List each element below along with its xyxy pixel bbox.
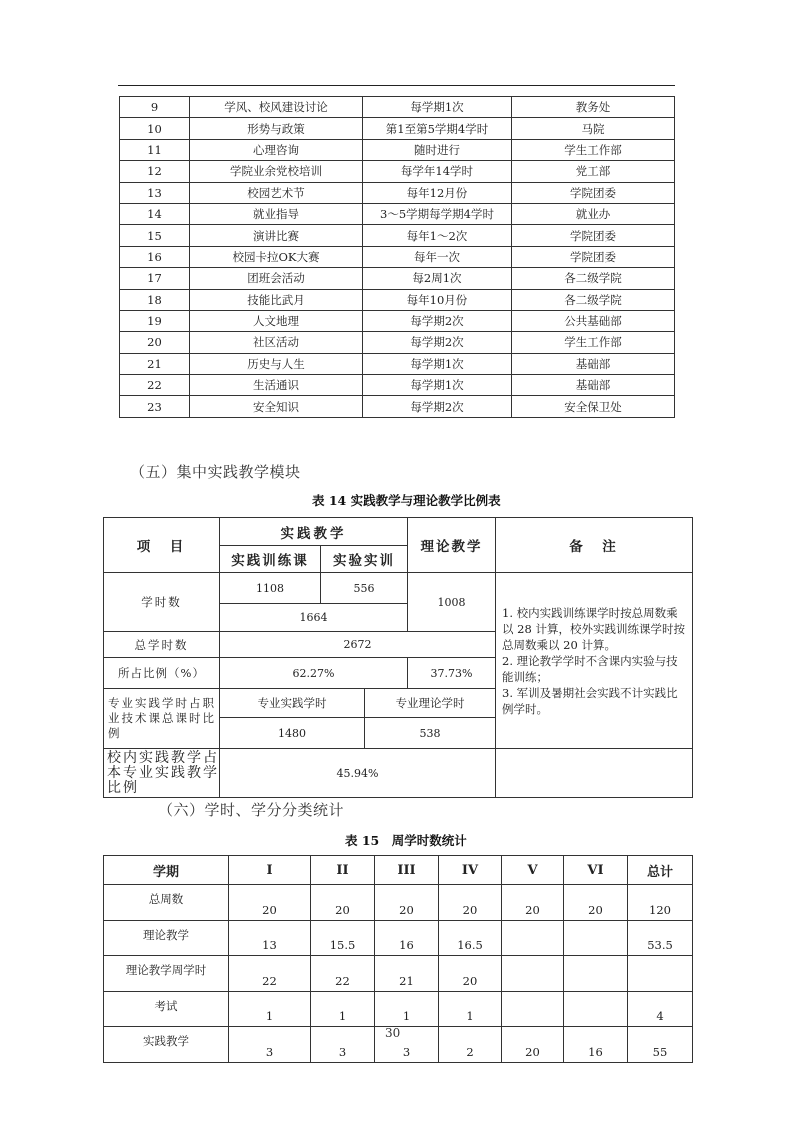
header-item: 项 目 (104, 518, 220, 573)
activity-schedule: 第1至第5学期4学时 (363, 118, 512, 139)
activity-no: 22 (120, 375, 190, 396)
row-value: 16 (564, 1027, 628, 1063)
row-value: 20 (564, 885, 628, 921)
weekly-hours-row (104, 885, 693, 921)
activity-row (120, 182, 675, 203)
activity-row (120, 246, 675, 267)
activity-no: 19 (120, 310, 190, 331)
activities-table (119, 96, 675, 418)
row-value (564, 956, 628, 992)
activity-schedule: 每学期1次 (363, 375, 512, 396)
activity-no: 11 (120, 139, 190, 160)
remark-2: 2. 理论教学学时不含课内实验与技能训练； (502, 653, 678, 684)
semester-header: II (311, 856, 375, 885)
activity-no: 10 (120, 118, 190, 139)
semester-header: III (375, 856, 439, 885)
activity-schedule: 每学期2次 (363, 332, 512, 353)
activity-no: 20 (120, 332, 190, 353)
activity-schedule: 每学期1次 (363, 97, 512, 118)
activity-name: 历史与人生 (190, 353, 363, 374)
activity-schedule: 随时进行 (363, 139, 512, 160)
activity-row (120, 139, 675, 160)
activity-dept: 基础部 (512, 375, 675, 396)
header-theory: 理论教学 (408, 518, 496, 573)
row-value: 1 (439, 991, 502, 1027)
row-label: 总周数 (104, 885, 229, 921)
activity-row (120, 375, 675, 396)
row-value (628, 956, 693, 992)
row-value: 22 (311, 956, 375, 992)
semester-header: 学期 (104, 856, 229, 885)
activity-dept: 教务处 (512, 97, 675, 118)
row-value: 20 (229, 885, 311, 921)
row-value: 53.5 (628, 920, 693, 956)
activity-row (120, 332, 675, 353)
row-value (502, 991, 564, 1027)
row-label: 实践教学 (104, 1027, 229, 1063)
row-value: 3 (311, 1027, 375, 1063)
weekly-hours-header-row (104, 856, 693, 885)
activity-name: 社区活动 (190, 332, 363, 353)
row-value: 20 (439, 956, 502, 992)
activity-no: 12 (120, 161, 190, 182)
activity-name: 学风、校风建设讨论 (190, 97, 363, 118)
row-value: 16 (375, 920, 439, 956)
section-heading-6: （六）学时、学分分类统计 (158, 801, 345, 819)
activity-row (120, 118, 675, 139)
row-value: 16.5 (439, 920, 502, 956)
ratio-practice: 62.27% (220, 658, 408, 689)
activity-no: 21 (120, 353, 190, 374)
hours-training: 1108 (220, 573, 321, 604)
activity-row (120, 225, 675, 246)
row-value: 20 (502, 885, 564, 921)
remarks-cell (496, 573, 693, 749)
semester-header: 总计 (628, 856, 693, 885)
semester-header: VI (564, 856, 628, 885)
activity-no: 13 (120, 182, 190, 203)
activity-no: 16 (120, 246, 190, 267)
total-hours-value: 2672 (220, 632, 496, 658)
row-value: 22 (229, 956, 311, 992)
activity-no: 23 (120, 396, 190, 417)
hours-label: 学时数 (104, 573, 220, 632)
row-value: 21 (375, 956, 439, 992)
table-15-caption: 表 15 周学时数统计 (345, 833, 467, 848)
activity-schedule: 每年10月份 (363, 289, 512, 310)
header-practice-training: 实践训练课 (220, 546, 321, 573)
header-experiment: 实验实训 (321, 546, 408, 573)
activity-name: 学院业余党校培训 (190, 161, 363, 182)
semester-header: IV (439, 856, 502, 885)
weekly-hours-row (104, 991, 693, 1027)
row-value: 3 (375, 1027, 439, 1063)
ratio-theory: 37.73% (408, 658, 496, 689)
activity-row (120, 203, 675, 224)
header-practice: 实践教学 (220, 518, 408, 546)
activity-no: 17 (120, 268, 190, 289)
activity-row (120, 396, 675, 417)
activity-dept: 马院 (512, 118, 675, 139)
activity-schedule: 3～5学期每学期4学时 (363, 203, 512, 224)
activity-name: 形势与政策 (190, 118, 363, 139)
table-14-caption: 表 14 实践教学与理论教学比例表 (312, 493, 501, 508)
row-value: 15.5 (311, 920, 375, 956)
activity-dept: 学生工作部 (512, 139, 675, 160)
activity-dept: 各二级学院 (512, 289, 675, 310)
activity-schedule: 每学期1次 (363, 353, 512, 374)
activity-name: 人文地理 (190, 310, 363, 331)
professional-ratio-label: 专业实践学时占职业技术课总课时比例 (104, 689, 220, 749)
activity-schedule: 每2周1次 (363, 268, 512, 289)
row-value (564, 920, 628, 956)
professional-practice-value: 1480 (220, 718, 365, 749)
semester-header: I (229, 856, 311, 885)
activity-dept: 学院团委 (512, 225, 675, 246)
practice-theory-ratio-table (103, 517, 693, 798)
professional-practice-header: 专业实践学时 (220, 689, 365, 718)
row-value: 3 (229, 1027, 311, 1063)
row-value: 1 (229, 991, 311, 1027)
activity-dept: 党工部 (512, 161, 675, 182)
activity-dept: 安全保卫处 (512, 396, 675, 417)
row-value: 1 (311, 991, 375, 1027)
weekly-hours-row (104, 920, 693, 956)
hours-theory: 1008 (408, 573, 496, 632)
activity-dept: 就业办 (512, 203, 675, 224)
activity-name: 技能比武月 (190, 289, 363, 310)
activity-dept: 学院团委 (512, 246, 675, 267)
total-hours-label: 总学时数 (104, 632, 220, 658)
activity-row (120, 268, 675, 289)
row-label: 理论教学 (104, 920, 229, 956)
remark-1: 1. 校内实践训练课学时按总周数乘以 28 计算，校外实践训练课学时按总周数乘以 20 计算。 (502, 605, 685, 652)
activity-row (120, 289, 675, 310)
activity-schedule: 每学期2次 (363, 396, 512, 417)
activity-schedule: 每年12月份 (363, 182, 512, 203)
section-heading-5: （五）集中实践教学模块 (130, 463, 301, 481)
hours-experiment: 556 (321, 573, 408, 604)
activity-schedule: 每学年14学时 (363, 161, 512, 182)
empty-remarks-cell (496, 749, 693, 798)
activity-dept: 各二级学院 (512, 268, 675, 289)
row-value: 55 (628, 1027, 693, 1063)
weekly-hours-row (104, 956, 693, 992)
row-label: 考试 (104, 991, 229, 1027)
header-rule (118, 85, 675, 86)
hours-practice-total: 1664 (220, 604, 408, 632)
row-label: 理论教学周学时 (104, 956, 229, 992)
oncampus-ratio-value: 45.94% (220, 749, 496, 798)
activity-dept: 学生工作部 (512, 332, 675, 353)
activities-table-body (120, 97, 675, 418)
row-value: 120 (628, 885, 693, 921)
activity-name: 安全知识 (190, 396, 363, 417)
row-value: 1 (375, 991, 439, 1027)
row-value (502, 920, 564, 956)
row-value: 2 (439, 1027, 502, 1063)
row-value: 4 (628, 991, 693, 1027)
activity-name: 团班会活动 (190, 268, 363, 289)
row-value: 13 (229, 920, 311, 956)
activity-name: 就业指导 (190, 203, 363, 224)
activity-row (120, 310, 675, 331)
professional-theory-value: 538 (365, 718, 496, 749)
activity-no: 15 (120, 225, 190, 246)
activity-name: 校园艺术节 (190, 182, 363, 203)
row-value: 20 (311, 885, 375, 921)
activity-schedule: 每年一次 (363, 246, 512, 267)
activity-no: 9 (120, 97, 190, 118)
oncampus-ratio-label: 校内实践教学占本专业实践教学比例 (104, 749, 220, 798)
ratio-label: 所占比例（%） (104, 658, 220, 689)
header-remarks: 备 注 (496, 518, 693, 573)
row-value: 20 (439, 885, 502, 921)
activity-name: 心理咨询 (190, 139, 363, 160)
activity-dept: 学院团委 (512, 182, 675, 203)
row-value (564, 991, 628, 1027)
page-number: 30 (385, 1026, 401, 1040)
activity-dept: 公共基础部 (512, 310, 675, 331)
activity-no: 18 (120, 289, 190, 310)
activity-row (120, 353, 675, 374)
activity-row (120, 161, 675, 182)
activity-name: 演讲比赛 (190, 225, 363, 246)
activity-schedule: 每年1～2次 (363, 225, 512, 246)
activity-schedule: 每学期2次 (363, 310, 512, 331)
row-value: 20 (502, 1027, 564, 1063)
activity-no: 14 (120, 203, 190, 224)
activity-name: 生活通识 (190, 375, 363, 396)
activity-row (120, 97, 675, 118)
row-value (502, 956, 564, 992)
remark-3: 3. 军训及暑期社会实践不计实践比例学时。 (502, 685, 678, 716)
row-value: 20 (375, 885, 439, 921)
professional-theory-header: 专业理论学时 (365, 689, 496, 718)
activity-dept: 基础部 (512, 353, 675, 374)
semester-header: V (502, 856, 564, 885)
activity-name: 校园卡拉OK大赛 (190, 246, 363, 267)
